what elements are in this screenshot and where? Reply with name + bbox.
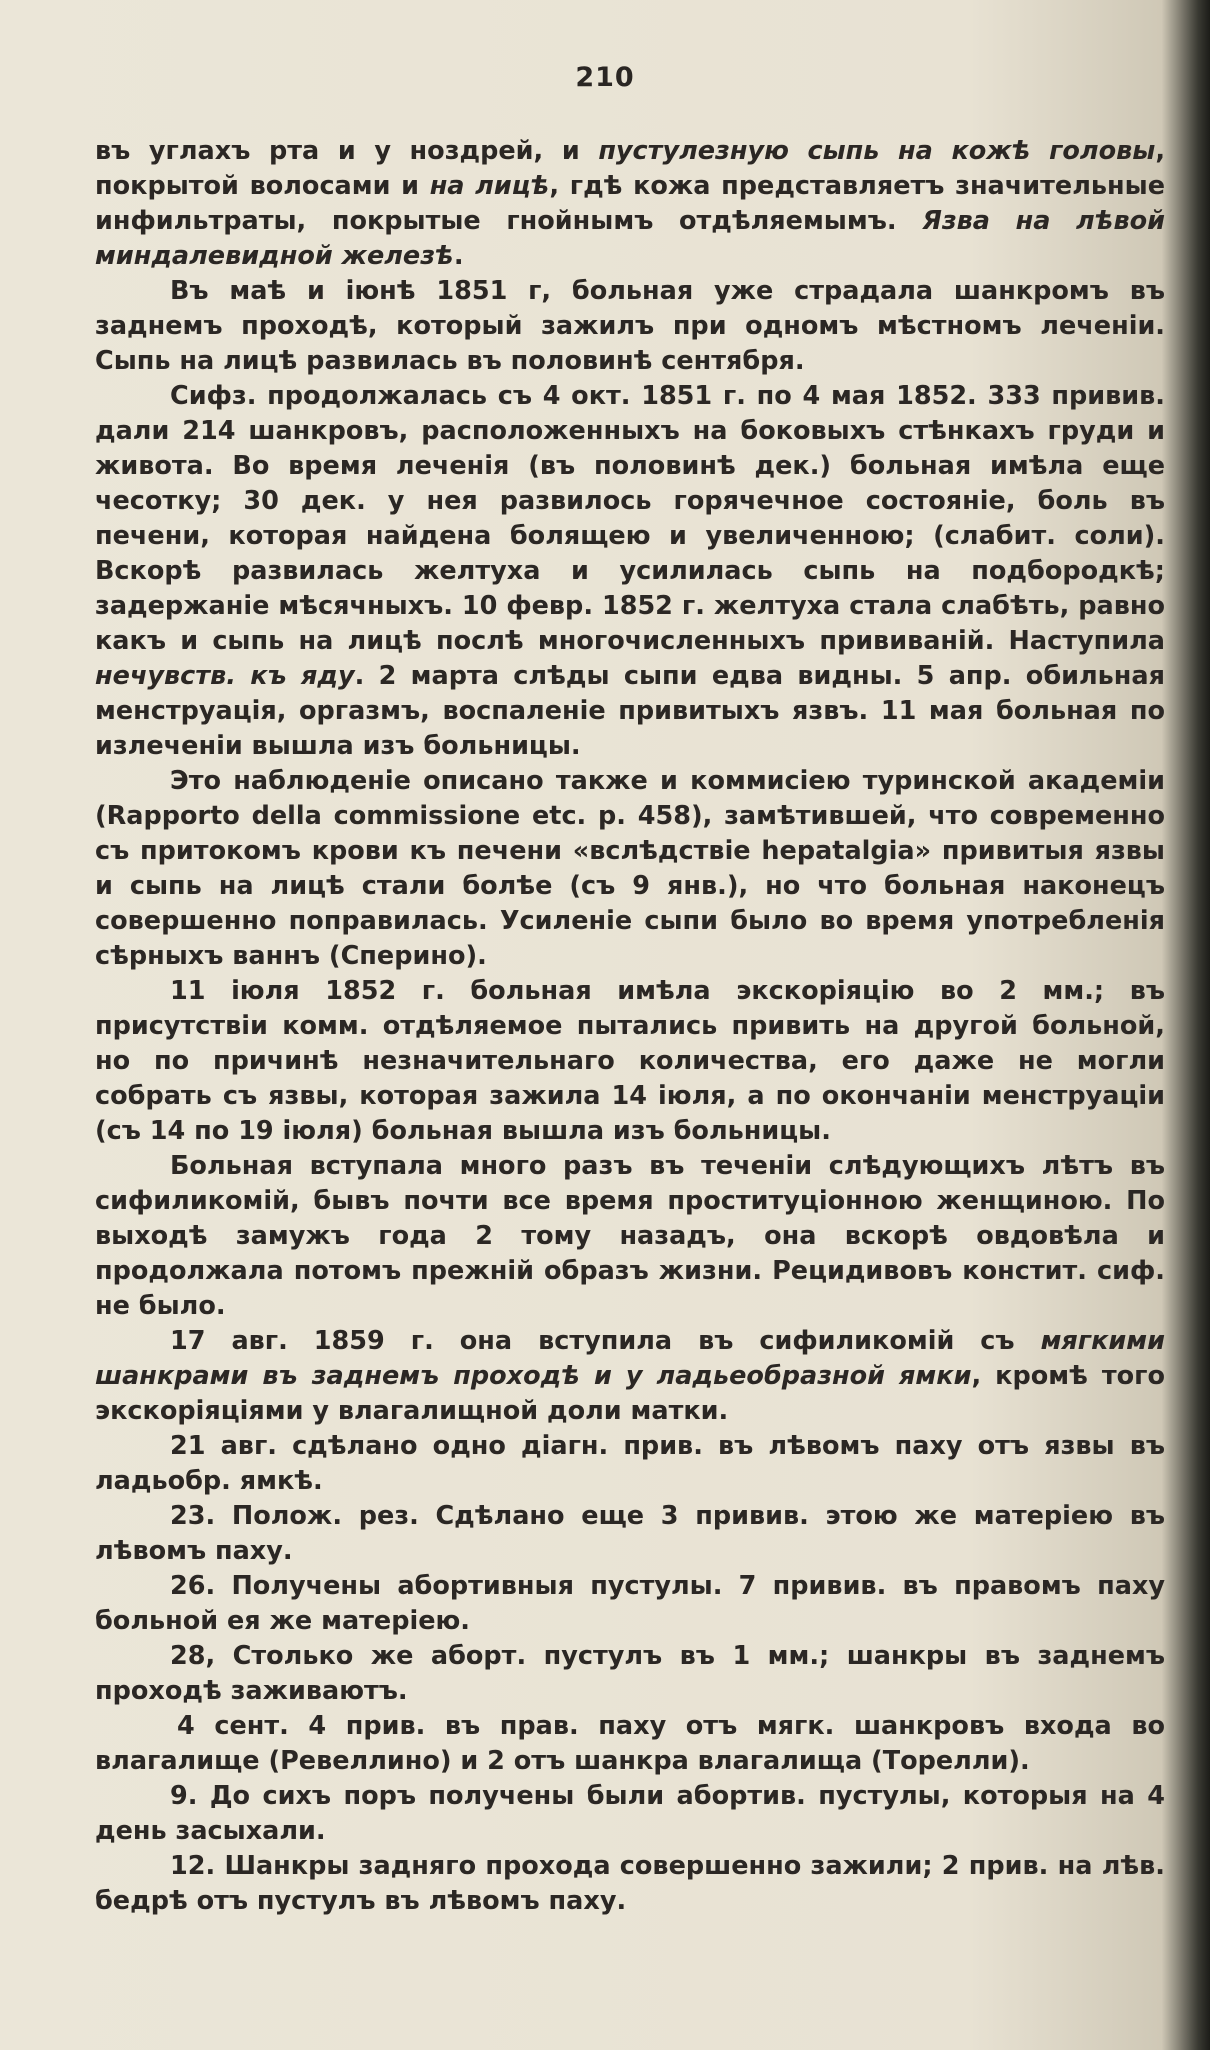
paragraph <box>95 1499 1165 1569</box>
text-run: Сифз. продолжалась съ 4 окт. 1851 г. по 4 мая 1852. 333 привив. дали 214 шанкровъ, расположенныхъ на боковыхъ стѣнкахъ груди и живота. Во время леченія (въ половинѣ дек.) больная имѣла еще чесотку; 30 дек. у нея развилось горячечное состояніе, боль въ печени, которая найдена болящею и увеличенною; (слабит. соли). Вскорѣ развилась желтуха и усилилась сыпь на подбородкѣ; задержаніе мѣсячныхъ. 10 февр. 1852 г. желтуха стала слабѣть, равно какъ и сыпь на лицѣ послѣ многочисленныхъ прививаній. Наступила <box>95 381 1165 656</box>
text-run: 28, Столько же аборт. пустулъ въ 1 мм.; шанкры въ заднемъ проходѣ заживаютъ. <box>95 1641 1165 1706</box>
paragraph <box>95 379 1165 764</box>
paragraph <box>95 974 1165 1149</box>
page-number: 210 <box>575 62 635 93</box>
text-run: 26. Получены абортивныя пустулы. 7 привив. въ правомъ паху больной ея же матеріею. <box>95 1571 1165 1636</box>
text-run: въ углахъ рта и у ноздрей, и <box>95 136 599 166</box>
text-run: , гдѣ кожа представляетъ значительные инфильтраты, покрытые гнойнымъ отдѣляемымъ. <box>95 171 1165 236</box>
emphasized-text: мягкими шанкрами въ заднемъ проходѣ и у ладьеобразной ямки <box>95 1326 1165 1391</box>
text-run: 17 авг. 1859 г. она вступила въ сифиликомій съ <box>170 1326 1041 1356</box>
text-run: 4 сент. 4 прив. въ прав. паху отъ мягк. шанкровъ входа во влагалище (Ревеллино) и 2 отъ шанкра влагалища (Торелли). <box>95 1711 1165 1776</box>
text-run: , покрытой волосами и <box>95 136 1165 201</box>
page-body-text <box>95 134 1165 1919</box>
paragraph <box>95 1639 1165 1709</box>
paragraph <box>95 1569 1165 1639</box>
paragraph <box>95 1149 1165 1324</box>
text-run: . 2 марта слѣды сыпи едва видны. 5 апр. обильная менструація, оргазмъ, воспаленіе привитыхъ язвъ. 11 мая больная по излеченіи вышла изъ больницы. <box>95 661 1165 761</box>
text-run: 11 іюля 1852 г. больная имѣла экскоріяцію во 2 мм.; въ присутствіи комм. отдѣляемое пытались привить на другой больной, но по причинѣ незначительнаго количества, его даже не могли собрать съ язвы, которая зажила 14 іюля, а по окончаніи менструаціи (съ 14 по 19 іюля) больная вышла изъ больницы. <box>95 976 1165 1146</box>
paragraph <box>95 1849 1165 1919</box>
emphasized-text: Язва на лѣвой миндалевидной железѣ <box>95 206 1166 271</box>
paragraph <box>95 134 1165 274</box>
paragraph <box>95 1324 1165 1429</box>
emphasized-text: на лицѣ <box>429 171 550 201</box>
text-run: 21 авг. сдѣлано одно діагн. прив. въ лѣвомъ паху отъ язвы въ ладьобр. ямкѣ. <box>95 1431 1165 1496</box>
paragraph <box>95 1429 1165 1499</box>
emphasized-text: пустулезную сыпь на кожѣ головы <box>598 136 1156 166</box>
emphasized-text: нечувств. къ яду <box>95 661 355 691</box>
text-run: . <box>453 241 464 271</box>
text-run: 9. До сихъ поръ получены были абортив. пустулы, которыя на 4 день засыхали. <box>95 1781 1165 1846</box>
paragraph <box>95 764 1165 974</box>
text-run: 23. Полож. рез. Сдѣлано еще 3 привив. этою же матеріею въ лѣвомъ паху. <box>95 1501 1165 1566</box>
text-run: Больная вступала много разъ въ теченіи слѣдующихъ лѣтъ въ сифиликомій, бывъ почти все время проституціонною женщиною. По выходѣ замужъ года 2 тому назадъ, она вскорѣ овдовѣла и продолжала потомъ прежній образъ жизни. Рецидивовъ констит. сиф. не было. <box>95 1151 1165 1321</box>
paragraph <box>95 1709 1165 1779</box>
text-run: Въ маѣ и іюнѣ 1851 г, больная уже страдала шанкромъ въ заднемъ проходѣ, который зажилъ при одномъ мѣстномъ леченіи. Сыпь на лицѣ развилась въ половинѣ сентября. <box>95 276 1165 376</box>
text-run: , кромѣ того экскоріяціями у влагалищной доли матки. <box>95 1361 1165 1426</box>
paragraph <box>95 1779 1165 1849</box>
text-run: 12. Шанкры задняго прохода совершенно зажили; 2 прив. на лѣв. бедрѣ отъ пустулъ въ лѣвомъ паху. <box>95 1851 1165 1916</box>
text-run: Это наблюденіе описано также и коммисіею туринской академіи (Rapporto della commissione etc. p. 458), замѣтившей, что современно съ притокомъ крови къ печени «вслѣдствіе hepatalgia» привитыя язвы и сыпь на лицѣ стали болѣе (съ 9 янв.), но что больная наконецъ совершенно поправилась. Усиленіе сыпи было во время употребленія сѣрныхъ ваннъ (Сперино). <box>95 766 1165 971</box>
paragraph <box>95 274 1165 379</box>
